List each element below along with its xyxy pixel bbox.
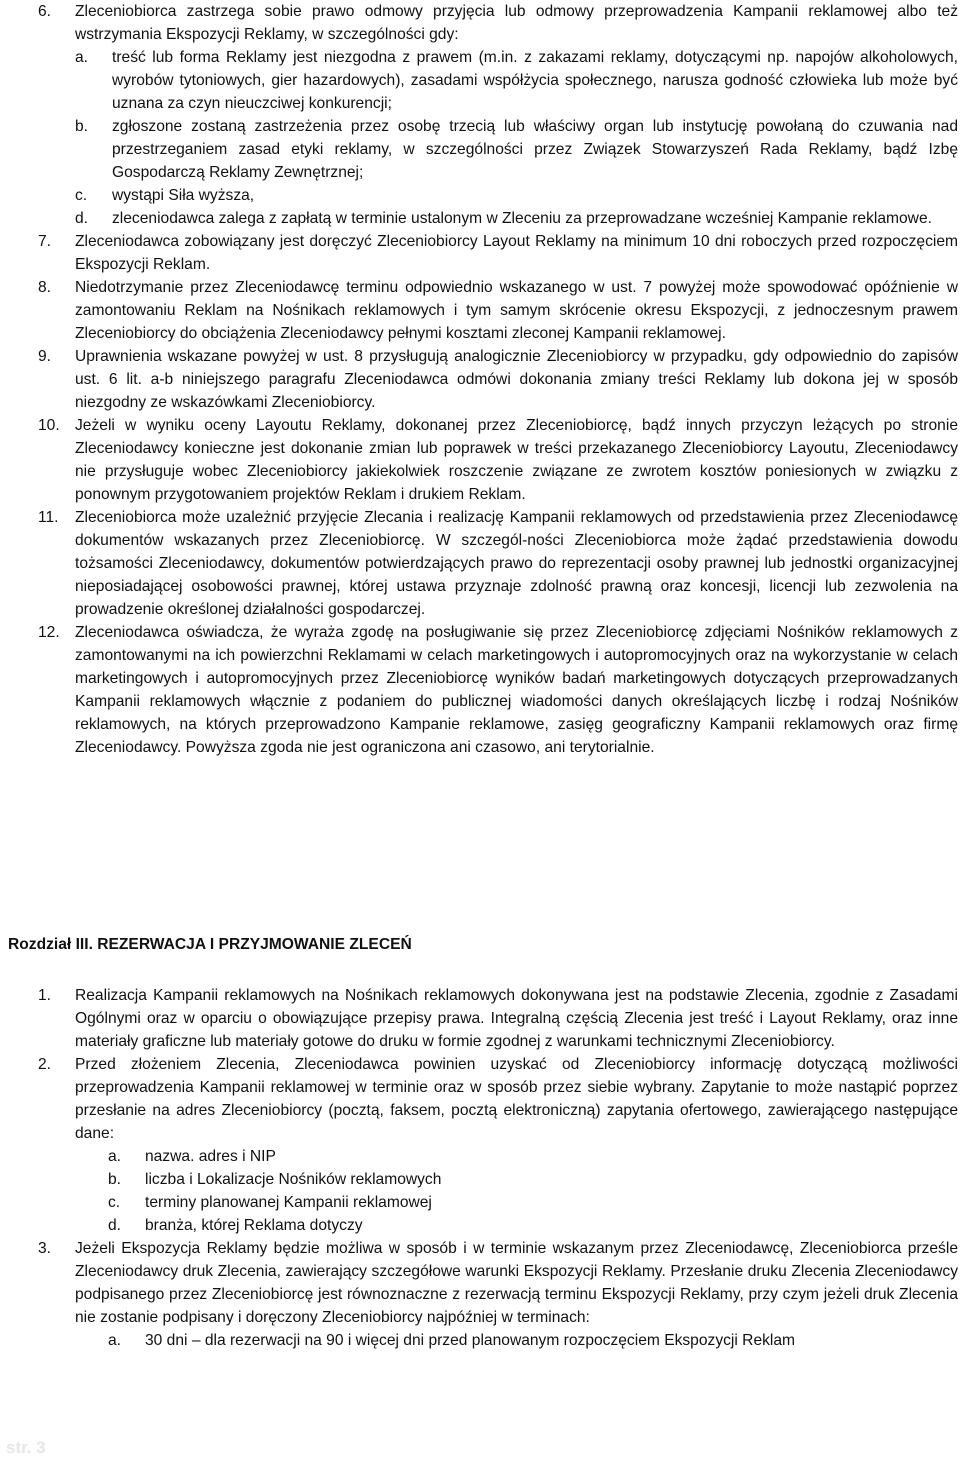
sub-item (38, 1329, 958, 1352)
sub-item (38, 1168, 958, 1191)
list-item (38, 621, 958, 759)
item-number: 8. (38, 279, 52, 296)
item-letter: c. (108, 1194, 121, 1211)
item-text: liczba i Lokalizacje Nośników reklamowych (145, 1171, 442, 1188)
item-number: 7. (38, 233, 52, 250)
item-text: Uprawnienia wskazane powyżej w ust. 8 przysługują analogicznie Zleceniobiorcy w przypadku, gdy odpowiednio do zapisów ust. 6 lit. a-b niniejszego paragrafu Zleceniodawca odmówi dokonania zmiany treści Reklamy lub dokona jej w sposób niezgodny ze wskazówkami Zleceniobiorcy. (75, 348, 958, 411)
item-text: wystąpi Siła wyższa, (112, 187, 255, 204)
item-text: Realizacja Kampanii reklamowych na Nośnikach reklamowych dokonywana jest na podstawie Zlecenia, zgodnie z Zasadami Ogólnymi oraz w oparciu o obowiązujące przepisy prawa. Integralną częścią Zlecenia jest treść i Layout Reklamy, oraz inne materiały graficzne lub materiały gotowe do druku w formie zgodnej z warunkami technicznymi Zleceniobiorcy. (75, 987, 958, 1050)
item-letter: b. (108, 1171, 122, 1188)
sub-item (38, 207, 958, 230)
item-text: nazwa. adres i NIP (145, 1148, 276, 1165)
item-letter: a. (108, 1332, 122, 1349)
item-letter: c. (75, 187, 88, 204)
item-letter: d. (75, 210, 89, 227)
sub-item (38, 46, 958, 115)
list-item (38, 230, 958, 276)
item-number: 11. (38, 509, 59, 526)
item-text: zgłoszone zostaną zastrzeżenia przez osobę trzecią lub właściwy organ lub instytucję powołaną do czuwania nad przestrzeganiem zasad etyki reklamy, w szczególności przez Związek Stowarzyszeń Rada Reklamy, bądź Izbę Gospodarczą Reklamy Zewnętrznej; (112, 118, 958, 181)
page-number: str. 3 (6, 1438, 46, 1457)
item-text: 30 dni – dla rezerwacji na 90 i więcej dni przed planowanym rozpoczęciem Ekspozycji Reklam (145, 1332, 796, 1349)
list-item (38, 0, 958, 46)
sub-item (38, 1145, 958, 1168)
list-item (38, 1053, 958, 1145)
item-text: Zleceniodawca oświadcza, że wyraża zgodę na posługiwanie się przez Zleceniobiorcę zdjęciami Nośników reklamowych z zamontowanymi na ich powierzchni Reklamami w celach marketingowych i autopromocyjnych oraz na wykorzystanie w celach marketingowych i autopromocyjnych przez Zleceniobiorcę wyników badań marketingowych dotyczących przeprowadzanych Kampanii reklamowych włącznie z podaniem do publicznej wiadomości danych określających liczbę i rodzaj Nośników reklamowych, na których przeprowadzono Kampanie reklamowe, zasięg geograficzny Kampanii reklamowych oraz firmę Zleceniodawcy. Powyższa zgoda nie jest ograniczona ani czasowo, ani terytorialnie. (75, 624, 958, 756)
item-number: 2. (38, 1056, 52, 1073)
list-item (38, 345, 958, 414)
sub-item (38, 184, 958, 207)
section-list (38, 984, 958, 1352)
sub-item (38, 115, 958, 184)
list-item (38, 984, 958, 1053)
item-text: Jeżeli w wyniku oceny Layoutu Reklamy, dokonanej przez Zleceniobiorcę, bądź innych przyczyn leżących po stronie Zleceniodawcy konieczne jest dokonanie zmian lub poprawek w treści przekazanego Zleceniobiorcy Layoutu, Zleceniodawcy nie przysługuje wobec Zleceniobiorcy jakiekolwiek roszczenie związane ze zwrotem kosztów poniesionych w związku z ponownym przygotowaniem projektów Reklam i drukiem Reklam. (75, 417, 958, 503)
item-text: Jeżeli Ekspozycja Reklamy będzie możliwa w sposób i w terminie wskazanym przez Zleceniodawcę, Zleceniobiorca prześle Zleceniodawcy druk Zlecenia, zawierający szczegółowe warunki Ekspozycji Reklamy. Przesłanie druku Zlecenia Zleceniodawcy podpisanego przez Zleceniobiorcę jest równoznaczne z rezerwacją terminu Ekspozycji Reklamy, przy czym jeżeli druk Zlecenia nie zostanie podpisany i doręczony Zleceniobiorcy najpóźniej w terminach: (75, 1240, 958, 1326)
list-item (38, 276, 958, 345)
item-number: 1. (38, 987, 52, 1004)
sub-item (38, 1191, 958, 1214)
item-number: 6. (38, 3, 52, 20)
item-text: terminy planowanej Kampanii reklamowej (145, 1194, 432, 1211)
item-text: Niedotrzymanie przez Zleceniodawcę terminu odpowiednio wskazanego w ust. 7 powyżej może spowodować opóźnienie w zamontowaniu Reklam na Nośnikach reklamowych i tym samym skrócenie okresu Ekspozycji, z jednoczesnym prawem Zleceniobiorcy do obciążenia Zleceniodawcy pełnymi kosztami zleconej Kampanii reklamowej. (75, 279, 958, 342)
item-number: 10. (38, 417, 60, 434)
item-text: Przed złożeniem Zlecenia, Zleceniodawca powinien uzyskać od Zleceniobiorcy informację dotyczącą możliwości przeprowadzenia Kampanii reklamowej w terminie oraz w sposób przez siebie wybrany. Zapytanie to może nastąpić poprzez przesłanie na adres Zleceniobiorcy (pocztą, faksem, pocztą elektroniczną) zapytania ofertowego, zawierającego następujące dane: (75, 1056, 958, 1142)
item-letter: b. (75, 118, 89, 135)
item-letter: a. (75, 49, 89, 66)
list-item (38, 1237, 958, 1329)
list-item (38, 506, 958, 621)
top-list (38, 0, 958, 759)
sub-item (38, 1214, 958, 1237)
item-text: Zleceniodawca zobowiązany jest doręczyć Zleceniobiorcy Layout Reklamy na minimum 10 dni roboczych przed rozpoczęciem Ekspozycji Reklam. (75, 233, 958, 273)
item-text: Zleceniobiorca może uzależnić przyjęcie Zlecania i realizację Kampanii reklamowych od przedstawienia przez Zleceniodawcę dokumentów wskazanych przez Zleceniobiorcę. W szczegól-ności Zleceniobiorca może żądać przedstawienia dowodu tożsamości Zleceniodawcy, dokumentów potwierdzających prawo do reprezentacji osoby prawnej lub jednostki organizacyjnej nieposiadającej osobowości prawnej, której ustawa przyznaje zdolność prawną oraz koncesji, licencji lub zezwolenia na prowadzenie określonej działalności gospodarczej. (75, 509, 958, 618)
item-number: 9. (38, 348, 52, 365)
item-number: 3. (38, 1240, 52, 1257)
item-text: zleceniodawca zalega z zapłatą w terminie ustalonym w Zleceniu za przeprowadzane wcześniej Kampanie reklamowe. (112, 210, 932, 227)
section-heading: Rozdział III. REZERWACJA I PRZYJMOWANIE ZLECEŃ (8, 936, 412, 953)
item-text: Zleceniobiorca zastrzega sobie prawo odmowy przyjęcia lub odmowy przeprowadzenia Kampanii reklamowej albo też wstrzymania Ekspozycji Reklamy, w szczególności gdy: (75, 3, 958, 43)
item-text: branża, której Reklama dotyczy (145, 1217, 363, 1234)
item-letter: d. (108, 1217, 122, 1234)
list-item (38, 414, 958, 506)
item-letter: a. (108, 1148, 122, 1165)
item-text: treść lub forma Reklamy jest niezgodna z prawem (m.in. z zakazami reklamy, dotyczącymi np. napojów alkoholowych, wyrobów tytoniowych, gier hazardowych), zasadami współżycia społecznego, narusza godność człowieka lub może być uznana za czyn nieuczciwej konkurencji; (112, 49, 958, 112)
item-number: 12. (38, 624, 60, 641)
